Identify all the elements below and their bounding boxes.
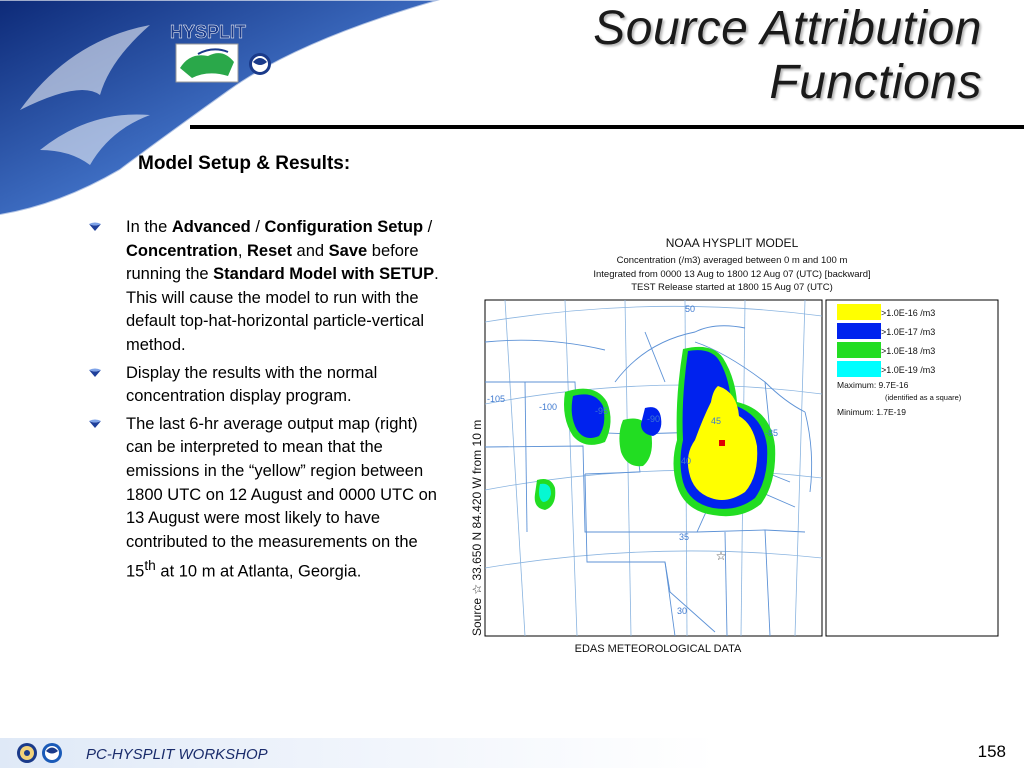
hysplit-map-figure (465, 232, 1005, 658)
maximum-value: Maximum: 9.7E-16 (837, 380, 909, 390)
footer-workshop-label: PC-HYSPLIT WORKSHOP (86, 746, 268, 763)
minimum-value: Minimum: 1.7E-19 (837, 407, 906, 417)
legend-swatch (837, 304, 881, 320)
noaa-logo-icon (249, 53, 271, 75)
slide-title (593, 2, 982, 110)
map-footer: EDAS METEOROLOGICAL DATA (574, 643, 742, 655)
source-location-label: Source ☆ 33.650 N 84.420 W from 10 m (470, 419, 484, 636)
bullet-icon (88, 368, 102, 380)
doc-seal-icon (17, 743, 37, 763)
lon-label: -105 (487, 394, 506, 404)
bullet-item-3: The last 6-hr average output map (right) can be interpreted to mean that the emissions in the “yellow” region between 1800 UTC on 12 August and 0000 UTC on 13 August were most likely to have contributed to the measurements on the 15th at 10 m at Atlanta, Georgia. (88, 413, 443, 585)
maximum-note: (identified as a square) (885, 393, 962, 402)
lon-label: -100 (539, 402, 558, 412)
lon-label: -95 (595, 406, 609, 416)
subheading: Model Setup & Results: (138, 153, 351, 174)
lat-label: 35 (679, 532, 690, 542)
title-line-2: Functions (769, 56, 982, 109)
page-number: 158 (977, 742, 1006, 761)
footer-logos (16, 742, 76, 764)
legend-label: >1.0E-17 /m3 (881, 327, 936, 337)
legend-swatch (837, 361, 881, 377)
lat-label: 50 (685, 304, 696, 314)
bullet-item-1: In the Advanced / Configuration Setup / Concentration, Reset and Save before running the Standard Model with SETUP. This will cause the model to run with the default top-hat-horizontal particle-vertical method. (88, 216, 443, 358)
lat-label: 40 (681, 456, 692, 466)
title-line-1: Source Attribution (593, 2, 982, 55)
lon-label: -90 (647, 414, 661, 424)
hysplit-logo (168, 18, 278, 88)
lat-label: 45 (711, 416, 722, 426)
legend-label: >1.0E-18 /m3 (881, 346, 936, 356)
title-rule (190, 125, 1024, 129)
atlanta-star-icon: ☆ (715, 549, 727, 563)
map-header-3: Integrated from 0000 13 Aug to 1800 12 Aug 07 (UTC) [backward] (593, 269, 871, 280)
lat-label: 30 (677, 606, 688, 616)
legend-swatch (837, 323, 881, 339)
map-header-4: TEST Release started at 1800 15 Aug 07 (UTC) (631, 282, 833, 293)
noaa-logo-icon (42, 743, 62, 763)
bullet-icon (88, 222, 102, 234)
legend-label: >1.0E-16 /m3 (881, 308, 936, 318)
map-header-1: NOAA HYSPLIT MODEL (665, 236, 799, 250)
legend-swatch (837, 342, 881, 358)
lon-label: -85 (765, 428, 779, 438)
bullet-item-2: Display the results with the normal concentration display program. (88, 362, 443, 409)
legend-label: >1.0E-19 /m3 (881, 365, 936, 375)
bullet-icon (88, 419, 102, 431)
hysplit-logo-text: HYSPLIT (170, 22, 247, 42)
bullet-list (88, 216, 443, 588)
map-header-2: Concentration (/m3) averaged between 0 m and 100 m (616, 255, 848, 266)
maximum-square-marker (719, 440, 725, 446)
